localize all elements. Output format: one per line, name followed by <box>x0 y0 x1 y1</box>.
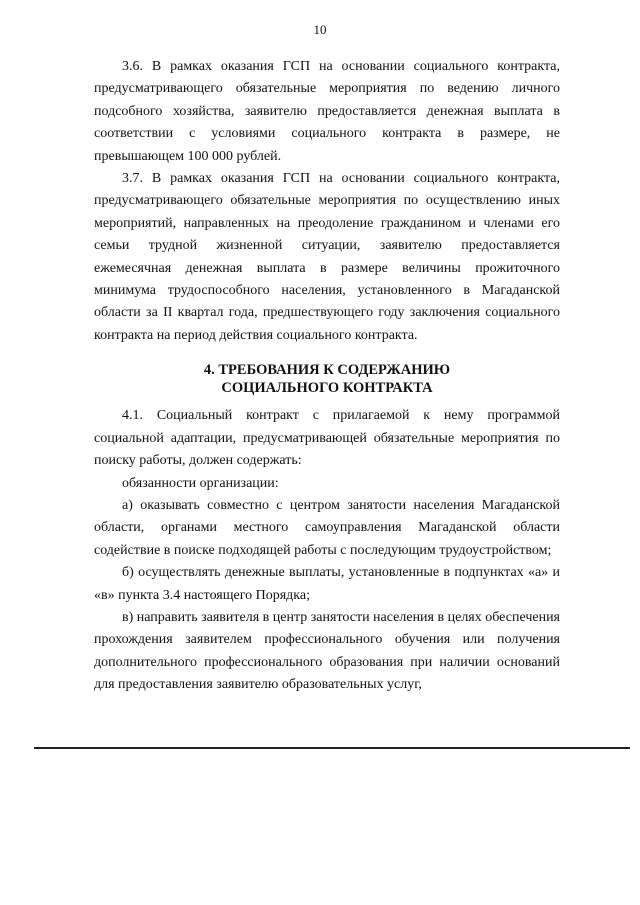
section-heading <box>94 361 560 397</box>
paragraph-3-6: 3.6. В рамках оказания ГСП на основании социального контракта, предусматривающего обязательные мероприятия по ведению личного подсобного хозяйства, заявителю предоставляется денежная выплата в соответствии с условиями социального контракта в размере, не превышающем 100 000 рублей. <box>94 59 560 164</box>
section-heading-line-2: СОЦИАЛЬНОГО КОНТРАКТА <box>221 380 433 397</box>
paragraph-item-b: б) осуществлять денежные выплаты, установленные в подпунктах «а» и «в» пункта 3.4 настоящего Порядка; <box>94 565 560 603</box>
paragraph-item-a: а) оказывать совместно с центром занятости населения Магаданской области, органами местного самоуправления Магаданской области содействие в поиске подходящей работы с последующим трудоустройством; <box>94 497 560 558</box>
section-heading-line-1: 4. ТРЕБОВАНИЯ К СОДЕРЖАНИЮ <box>203 362 451 379</box>
paragraph-organization-duties: обязанности организации: <box>122 475 279 491</box>
paragraph-4-1: 4.1. Социальный контракт с прилагаемой к нему программой социальной адаптации, предусматривающей обязательные мероприятия по поиску работы, должен содержать: <box>94 408 560 469</box>
paragraph-item-v: в) направить заявителя в центр занятости населения в целях обеспечения прохождения заявителем профессионального обучения или получения дополнительного профессионального образования при наличии оснований для предоставления заявителю образовательных услуг, <box>94 609 560 693</box>
page-number: 10 <box>313 22 327 37</box>
footer-divider <box>34 747 630 749</box>
document-body <box>94 56 560 697</box>
paragraph-3-7: 3.7. В рамках оказания ГСП на основании социального контракта, предусматривающего обязательные мероприятия по осуществлению иных мероприятий, направленных на преодоление гражданином и членами его семьи трудной жизненной ситуации, заявителю предоставляется ежемесячная денежная выплата в размере величины прожиточного минимума трудоспособного населения, установленного в Магаданской области за II квартал года, предшествующего году заключения социального контракта на период действия социального контракта. <box>94 171 560 343</box>
